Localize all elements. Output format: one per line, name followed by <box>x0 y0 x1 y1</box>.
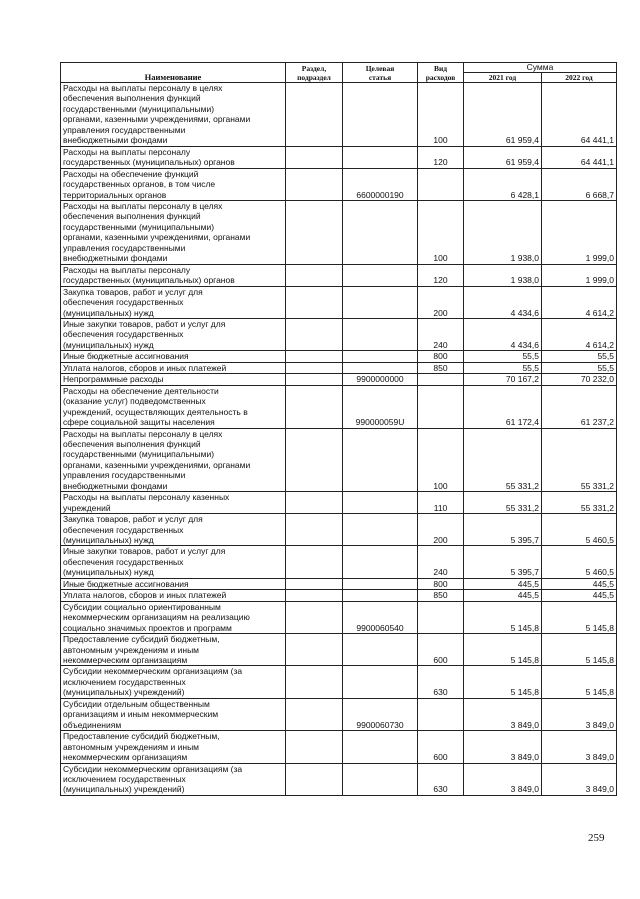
row-name: Расходы на выплаты персоналу в целях обеспечения выполнения функций государственными (муниципальными) органами, казенными учреждениями, органами управления государственными внебюджетными фондами <box>61 428 286 492</box>
row-name: Расходы на выплаты персоналу в целях обеспечения выполнения функций государственными (муниципальными) органами, казенными учреждениями, органами управления государственными внебюджетными фондами <box>61 83 286 147</box>
budget-sheet <box>60 62 616 796</box>
table-row <box>61 83 617 147</box>
row-kind: 100 <box>418 200 464 264</box>
table-row <box>61 590 617 601</box>
row-kind: 120 <box>418 264 464 286</box>
row-target <box>343 146 418 168</box>
row-section <box>286 146 343 168</box>
row-name: Расходы на обеспечение деятельности (оказание услуг) подведомственных учреждений, осуществляющих деятельность в сфере социальной защиты населения <box>61 385 286 428</box>
row-value-2022: 61 237,2 <box>542 385 617 428</box>
row-section <box>286 362 343 373</box>
row-value-2021: 61 172,4 <box>464 385 542 428</box>
row-value-2022: 5 145,8 <box>542 634 617 666</box>
row-name: Предоставление субсидий бюджетным, автономным учреждениям и иным некоммерческим организациям <box>61 634 286 666</box>
row-target: 9900060730 <box>343 698 418 730</box>
row-value-2021: 3 849,0 <box>464 763 542 795</box>
row-name: Непрограммные расходы <box>61 374 286 385</box>
row-section <box>286 286 343 318</box>
row-name: Расходы на выплаты персоналу казенных учреждений <box>61 492 286 514</box>
row-value-2022: 6 668,7 <box>542 168 617 200</box>
row-value-2021: 5 145,8 <box>464 666 542 698</box>
row-value-2021: 5 145,8 <box>464 634 542 666</box>
table-row <box>61 634 617 666</box>
table-row <box>61 666 617 698</box>
row-target <box>343 666 418 698</box>
row-target <box>343 428 418 492</box>
row-section <box>286 514 343 546</box>
row-kind: 240 <box>418 318 464 350</box>
row-target <box>343 546 418 578</box>
row-value-2021: 3 849,0 <box>464 698 542 730</box>
header-year-2021: 2021 год <box>464 73 542 83</box>
row-kind: 100 <box>418 83 464 147</box>
row-section <box>286 601 343 633</box>
row-kind: 600 <box>418 634 464 666</box>
table-row <box>61 578 617 589</box>
table-row <box>61 318 617 350</box>
row-name: Закупка товаров, работ и услуг для обеспечения государственных (муниципальных) нужд <box>61 514 286 546</box>
row-value-2022: 3 849,0 <box>542 763 617 795</box>
table-row <box>61 514 617 546</box>
row-kind: 630 <box>418 763 464 795</box>
row-section <box>286 634 343 666</box>
row-name: Закупка товаров, работ и услуг для обеспечения государственных (муниципальных) нужд <box>61 286 286 318</box>
row-target <box>343 492 418 514</box>
table-row <box>61 601 617 633</box>
row-value-2021: 5 395,7 <box>464 514 542 546</box>
row-section <box>286 200 343 264</box>
table-row <box>61 168 617 200</box>
row-value-2022: 1 999,0 <box>542 264 617 286</box>
table-row <box>61 385 617 428</box>
row-kind <box>418 168 464 200</box>
row-value-2022: 4 614,2 <box>542 318 617 350</box>
row-value-2022: 5 460,5 <box>542 546 617 578</box>
row-name: Субсидии социально ориентированным некоммерческим организациям на реализацию социально значимых проектов и программ <box>61 601 286 633</box>
header-sum: Сумма <box>464 63 617 73</box>
table-row <box>61 286 617 318</box>
header-kind: Вид расходов <box>418 63 464 83</box>
table-row <box>61 351 617 362</box>
row-value-2021: 55,5 <box>464 351 542 362</box>
row-value-2022: 64 441,1 <box>542 83 617 147</box>
row-value-2022: 70 232,0 <box>542 374 617 385</box>
row-kind: 800 <box>418 578 464 589</box>
row-kind: 850 <box>418 362 464 373</box>
row-name: Субсидии некоммерческим организациям (за исключением государственных (муниципальных) учреждений) <box>61 666 286 698</box>
row-value-2021: 61 959,4 <box>464 83 542 147</box>
table-row <box>61 763 617 795</box>
row-value-2022: 55 331,2 <box>542 492 617 514</box>
table-row <box>61 200 617 264</box>
row-value-2021: 1 938,0 <box>464 264 542 286</box>
row-value-2021: 6 428,1 <box>464 168 542 200</box>
table-row <box>61 146 617 168</box>
row-target <box>343 590 418 601</box>
row-target <box>343 731 418 763</box>
row-value-2022: 445,5 <box>542 578 617 589</box>
row-section <box>286 546 343 578</box>
row-value-2022: 55,5 <box>542 351 617 362</box>
row-value-2022: 5 145,8 <box>542 601 617 633</box>
row-value-2022: 3 849,0 <box>542 731 617 763</box>
row-section <box>286 168 343 200</box>
row-target <box>343 634 418 666</box>
row-value-2022: 5 145,8 <box>542 666 617 698</box>
row-section <box>286 428 343 492</box>
row-value-2022: 55 331,2 <box>542 428 617 492</box>
table-row <box>61 264 617 286</box>
row-target: 990000059U <box>343 385 418 428</box>
row-section <box>286 351 343 362</box>
row-value-2022: 445,5 <box>542 590 617 601</box>
row-kind: 850 <box>418 590 464 601</box>
table-body <box>61 83 617 796</box>
budget-table <box>60 62 617 796</box>
row-value-2022: 4 614,2 <box>542 286 617 318</box>
row-kind: 200 <box>418 514 464 546</box>
table-row <box>61 731 617 763</box>
row-kind: 110 <box>418 492 464 514</box>
row-section <box>286 590 343 601</box>
row-value-2021: 4 434,6 <box>464 318 542 350</box>
row-kind <box>418 698 464 730</box>
header-section: Раздел, подраздел <box>286 63 343 83</box>
row-name: Предоставление субсидий бюджетным, автономным учреждениям и иным некоммерческим организациям <box>61 731 286 763</box>
row-section <box>286 374 343 385</box>
row-value-2021: 4 434,6 <box>464 286 542 318</box>
row-name: Расходы на обеспечение функций государственных органов, в том числе территориальных органов <box>61 168 286 200</box>
table-row <box>61 428 617 492</box>
row-target <box>343 264 418 286</box>
row-name: Иные закупки товаров, работ и услуг для обеспечения государственных (муниципальных) нужд <box>61 318 286 350</box>
table-row <box>61 698 617 730</box>
row-value-2021: 5 395,7 <box>464 546 542 578</box>
row-section <box>286 578 343 589</box>
row-section <box>286 698 343 730</box>
table-row <box>61 362 617 373</box>
row-section <box>286 731 343 763</box>
row-value-2022: 3 849,0 <box>542 698 617 730</box>
row-name: Субсидии некоммерческим организациям (за исключением государственных (муниципальных) учреждений) <box>61 763 286 795</box>
row-target <box>343 362 418 373</box>
row-kind <box>418 601 464 633</box>
row-section <box>286 763 343 795</box>
row-value-2021: 55 331,2 <box>464 428 542 492</box>
row-target <box>343 200 418 264</box>
row-value-2021: 70 167,2 <box>464 374 542 385</box>
row-kind: 600 <box>418 731 464 763</box>
header-target: Целевая статья <box>343 63 418 83</box>
row-value-2021: 55 331,2 <box>464 492 542 514</box>
row-name: Расходы на выплаты персоналу государственных (муниципальных) органов <box>61 146 286 168</box>
row-target <box>343 578 418 589</box>
page-number: 259 <box>588 832 605 844</box>
row-target <box>343 763 418 795</box>
row-value-2022: 64 441,1 <box>542 146 617 168</box>
table-row <box>61 374 617 385</box>
row-section <box>286 318 343 350</box>
row-kind: 120 <box>418 146 464 168</box>
row-value-2021: 5 145,8 <box>464 601 542 633</box>
row-section <box>286 492 343 514</box>
row-target: 9900060540 <box>343 601 418 633</box>
row-value-2021: 3 849,0 <box>464 731 542 763</box>
row-value-2021: 445,5 <box>464 578 542 589</box>
row-kind: 200 <box>418 286 464 318</box>
row-value-2021: 55,5 <box>464 362 542 373</box>
row-value-2022: 1 999,0 <box>542 200 617 264</box>
row-target <box>343 514 418 546</box>
table-row <box>61 546 617 578</box>
row-value-2021: 445,5 <box>464 590 542 601</box>
row-kind <box>418 374 464 385</box>
row-section <box>286 385 343 428</box>
row-name: Уплата налогов, сборов и иных платежей <box>61 590 286 601</box>
row-target <box>343 318 418 350</box>
row-name: Расходы на выплаты персоналу государственных (муниципальных) органов <box>61 264 286 286</box>
row-value-2022: 5 460,5 <box>542 514 617 546</box>
row-section <box>286 83 343 147</box>
row-section <box>286 666 343 698</box>
row-target <box>343 286 418 318</box>
row-name: Уплата налогов, сборов и иных платежей <box>61 362 286 373</box>
row-name: Иные закупки товаров, работ и услуг для обеспечения государственных (муниципальных) нужд <box>61 546 286 578</box>
row-value-2022: 55,5 <box>542 362 617 373</box>
row-kind: 630 <box>418 666 464 698</box>
row-target: 6600000190 <box>343 168 418 200</box>
row-value-2021: 61 959,4 <box>464 146 542 168</box>
row-kind: 800 <box>418 351 464 362</box>
row-target <box>343 83 418 147</box>
row-target: 9900000000 <box>343 374 418 385</box>
row-section <box>286 264 343 286</box>
row-kind: 240 <box>418 546 464 578</box>
row-name: Расходы на выплаты персоналу в целях обеспечения выполнения функций государственными (муниципальными) органами, казенными учреждениями, органами управления государственными внебюджетными фондами <box>61 200 286 264</box>
row-name: Субсидии отдельным общественным организациям и иным некоммерческим объединениям <box>61 698 286 730</box>
header-name: Наименование <box>61 63 286 83</box>
row-name: Иные бюджетные ассигнования <box>61 351 286 362</box>
row-kind: 100 <box>418 428 464 492</box>
row-name: Иные бюджетные ассигнования <box>61 578 286 589</box>
header-year-2022: 2022 год <box>542 73 617 83</box>
row-value-2021: 1 938,0 <box>464 200 542 264</box>
row-target <box>343 351 418 362</box>
row-kind <box>418 385 464 428</box>
table-row <box>61 492 617 514</box>
